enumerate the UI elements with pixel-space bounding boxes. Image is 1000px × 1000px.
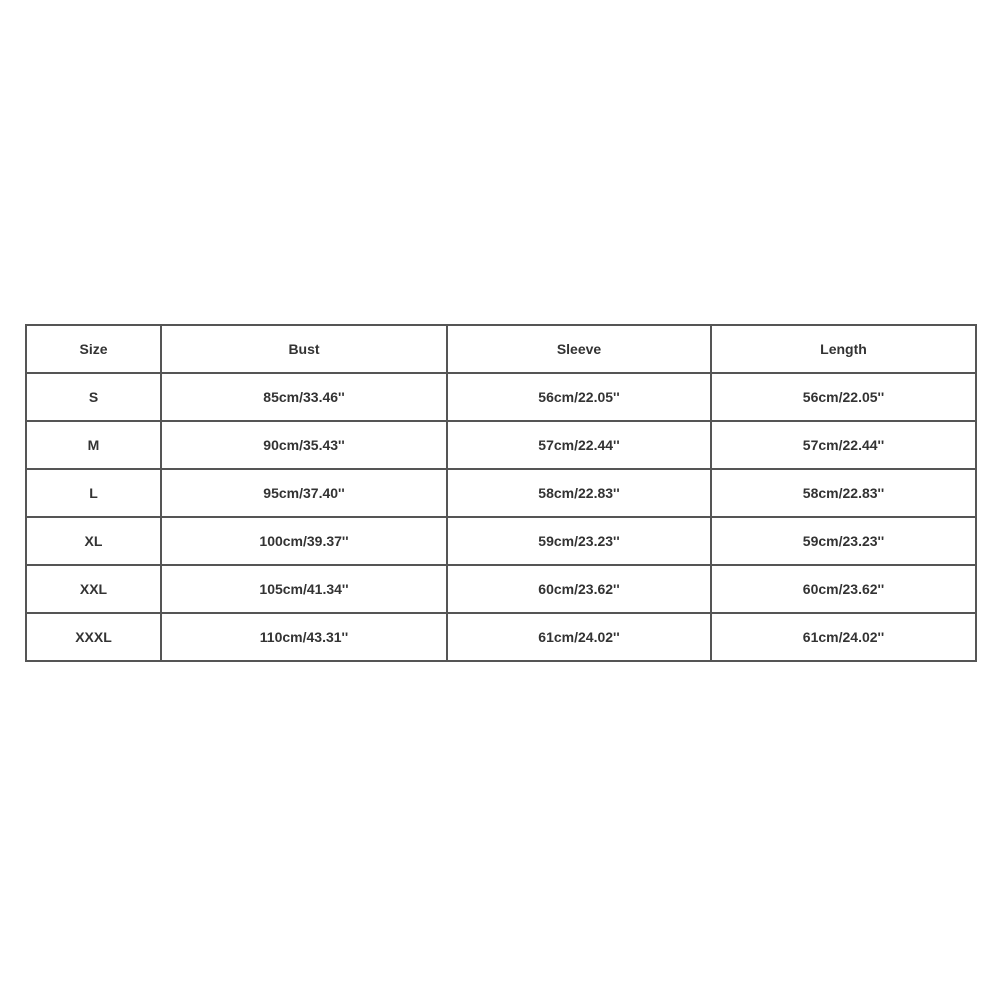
header-bust: Bust [161, 325, 447, 373]
cell-size: XL [26, 517, 161, 565]
table-row [26, 373, 976, 421]
cell-length: 58cm/22.83'' [711, 469, 976, 517]
cell-bust: 90cm/35.43'' [161, 421, 447, 469]
header-sleeve: Sleeve [447, 325, 711, 373]
cell-length: 60cm/23.62'' [711, 565, 976, 613]
size-chart-table [25, 324, 977, 662]
table-row [26, 469, 976, 517]
cell-size: S [26, 373, 161, 421]
cell-bust: 85cm/33.46'' [161, 373, 447, 421]
cell-bust: 95cm/37.40'' [161, 469, 447, 517]
cell-sleeve: 60cm/23.62'' [447, 565, 711, 613]
table-row [26, 565, 976, 613]
cell-sleeve: 61cm/24.02'' [447, 613, 711, 661]
cell-length: 56cm/22.05'' [711, 373, 976, 421]
cell-size: M [26, 421, 161, 469]
cell-sleeve: 56cm/22.05'' [447, 373, 711, 421]
table-row [26, 613, 976, 661]
cell-length: 57cm/22.44'' [711, 421, 976, 469]
cell-size: XXL [26, 565, 161, 613]
table-row [26, 517, 976, 565]
table-header-row [26, 325, 976, 373]
cell-length: 59cm/23.23'' [711, 517, 976, 565]
cell-length: 61cm/24.02'' [711, 613, 976, 661]
cell-bust: 105cm/41.34'' [161, 565, 447, 613]
cell-sleeve: 57cm/22.44'' [447, 421, 711, 469]
cell-size: XXXL [26, 613, 161, 661]
table-row [26, 421, 976, 469]
cell-bust: 100cm/39.37'' [161, 517, 447, 565]
header-length: Length [711, 325, 976, 373]
cell-sleeve: 59cm/23.23'' [447, 517, 711, 565]
cell-size: L [26, 469, 161, 517]
cell-bust: 110cm/43.31'' [161, 613, 447, 661]
header-size: Size [26, 325, 161, 373]
cell-sleeve: 58cm/22.83'' [447, 469, 711, 517]
